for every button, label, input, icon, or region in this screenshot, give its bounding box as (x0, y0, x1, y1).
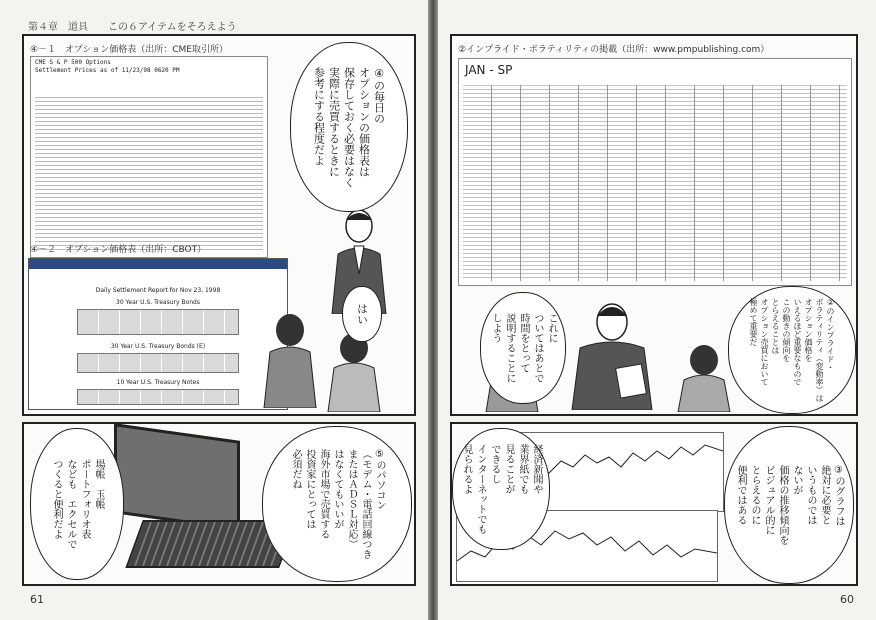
speech-text-excel: 場帳 玉帳 ポートフォリオ表 なども エクセルで つくると便利だよ (51, 459, 104, 549)
speech-bubble-newspaper (452, 428, 550, 550)
laptop-screen (114, 423, 240, 531)
cbot-table-1 (77, 309, 239, 335)
speech-text-newspaper: 経済新聞や 業界紙でも 見ることが できるし インターネットでも 見られるよ (461, 444, 542, 534)
book-gutter (428, 0, 438, 620)
teacher-figure-right (562, 298, 662, 410)
figure-4-1-caption: ④－１ オプション価格表（出所：CME取引所） (30, 45, 228, 55)
student-figure-2 (324, 328, 384, 412)
speech-text-graph: ③のグラフは 絶対に必要と いうものでは ないが 価格の推移傾向を ビジュアル的に とらえるのに 便利ではある (735, 465, 844, 545)
cbot-report-line1: Daily Settlement Report for Nov 23, 1998 (95, 287, 221, 294)
speech-bubble-later (480, 292, 566, 404)
implied-volatility-sheet (458, 58, 852, 286)
right-top-panel (450, 34, 858, 416)
figure-2-caption: ②インプライド・ボラティリティの掲載（出所：www.pmpublishing.com） (458, 45, 770, 55)
student-figure-right-2 (674, 340, 734, 412)
iv-data-grid (463, 85, 847, 281)
chapter-header: 第４章 道具 この６アイテムをそろえよう (28, 22, 237, 33)
figure-4-2-caption: ④－２ オプション価格表（出所：CBOT） (30, 245, 207, 255)
cme-sheet-title: CME S & P 500 Options Settlement Prices as of 11/23/98 0620 PM (35, 59, 180, 74)
speech-bubble-pc (262, 426, 412, 582)
speech-bubble-iv (728, 286, 856, 414)
speech-text-hai: はい (355, 303, 369, 325)
cbot-section-1: 30 Year U.S. Treasury Bonds (116, 299, 200, 306)
cbot-report (37, 273, 279, 405)
page-number-right: 60 (840, 593, 854, 606)
speech-text-later: これに ついてはあとで 時間をとって 説明することに しよう (490, 313, 557, 383)
speech-text-pc: ⑤のパソコン （モデム・電話回線つき またはＡＤＳＬ対応） はなくてもいいが 海外市場で売買する 投資家にとっては 必須だね (290, 449, 385, 559)
cbot-browser-window (28, 258, 288, 410)
cbot-table-2 (77, 353, 239, 373)
iv-sheet-heading: JAN - SP (465, 63, 513, 77)
browser-title-bar (29, 259, 287, 269)
left-bottom-panel (22, 422, 416, 586)
cbot-section-3: 10 Year U.S. Treasury Notes (116, 379, 200, 386)
student-figure-1 (260, 308, 320, 408)
left-page (0, 0, 428, 620)
cme-price-sheet (30, 56, 268, 258)
right-page (438, 0, 876, 620)
left-top-panel (22, 34, 416, 416)
right-bottom-panel (450, 422, 858, 586)
speech-text-iv: ②のインプライド・ ボラティリティ（変動率）は オプション価格を いえるほど重要なもので この動きの傾向を とらえることは オプション売買において 極めて重要だ (749, 298, 835, 402)
page-number-left: 61 (30, 593, 44, 606)
speech-bubble-hai (342, 286, 382, 342)
speech-text-daily-prices: ④の毎日の オプションの価格表は 保存しておく必要はなく 実際に売買するときに 参考にする程度だよ (312, 66, 386, 188)
cbot-section-2: 30 Year U.S. Treasury Bonds (E) (110, 343, 206, 350)
speech-bubble-graph (724, 426, 854, 584)
cbot-table-3 (77, 389, 239, 405)
speech-bubble-daily-prices (290, 42, 408, 212)
cme-sheet-rows (35, 97, 263, 253)
speech-bubble-excel (30, 428, 124, 580)
